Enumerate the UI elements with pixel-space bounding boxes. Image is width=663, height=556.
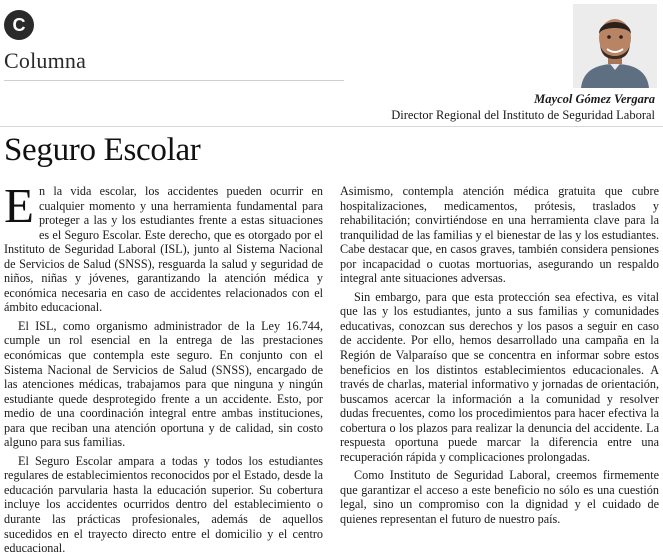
section-label: Columna: [4, 48, 87, 73]
author-avatar: [573, 4, 657, 88]
section-badge: C: [4, 10, 34, 40]
paragraph: Sin embargo, para que esta protección sea efectiva, es vital que las y los estudiantes, junto a sus familias y comunidades educativas, conozcan sus derechos y los pasos a seguir en caso de accidente. Por ello, hemos desarrollado una campaña en la Región de Valparaíso que se concentra en informar sobre estos beneficios en los distintos establecimientos educacionales. A través de charlas, material informativo y jornadas de orientación, buscamos acercar la información a la comunidad y resolver dudas frecuentes, como los procedimientos para hacer efectiva la cobertura o los plazos para realizar la denuncia del accidente. La respuesta oportuna puede marcar la diferencia entre una recuperación rápida y complicaciones prolongadas.: [340, 289, 659, 464]
paragraph: [4, 178, 323, 315]
paragraph: Asimismo, contempla atención médica gratuita que cubre hospitalizaciones, medicamentos, prótesis, traslados y rehabilitación; convirtiéndose en una herramienta clave para la tranquilidad de las familias y el bienestar de las y los estudiantes. Cabe destacar que, en casos graves, también considera pensiones por incapacidad o cuotas mortuorias, asegurando un respaldo integral ante situaciones adversas.: [340, 184, 659, 286]
article-title: Seguro Escolar: [4, 132, 201, 168]
author-name: Maycol Gómez Vergara: [534, 92, 655, 106]
dropcap: E: [4, 178, 34, 233]
paragraph: El Seguro Escolar ampara a todas y todos los estudiantes regulares de establecimientos reconocidos por el Estado, desde la educación parvularia hasta la educación superior. Su cobertura incluye los accidentes ocurridos dentro del establecimiento o durante las prácticas profesionales, además de aquellos sucedidos en el trayecto directo entre el domicilio y el centro educacional.: [4, 453, 323, 556]
author-portrait-icon: [573, 4, 657, 88]
article-column-left: [4, 178, 323, 556]
author-role: Director Regional del Instituto de Seguridad Laboral: [391, 108, 655, 122]
paragraph: Como Instituto de Seguridad Laboral, creemos firmemente que garantizar el acceso a este beneficio no sólo es una cuestión legal, sino un compromiso con la dignidad y el cuidado de quienes representan el futuro de nuestro país.: [340, 468, 659, 527]
paragraph-text: n la vida escolar, los accidentes pueden ocurrir en cualquier momento y una herramienta fundamental para proteger a las y los estudiantes frente a estas situaciones es el Seguro Escolar. Este derecho, que es otorgado por el Instituto de Seguridad Laboral (ISL), junto al Sistema Nacional de Servicios de Salud (SNSS), resguarda la salud y seguridad de niños, niñas y jóvenes, garantizando la atención médica y económica necesaria en caso de accidentes relacionados con el ámbito educacional.: [4, 184, 323, 315]
article-column-right: [340, 184, 659, 527]
author-divider: [0, 126, 663, 127]
paragraph: El ISL, como organismo administrador de la Ley 16.744, cumple un rol esencial en la entrega de las prestaciones económicas que contempla este seguro. En conjunto con el Sistema Nacional de Servicios de Salud (SNSS), encargado de las atenciones médicas, trabajamos para que ninguna y ningún estudiante quede desprotegido frente a un accidente. Esto, por medio de una coordinación integral entre ambas instituciones, para que reciban una atención oportuna y de calidad, sin costo alguno para sus familias.: [4, 318, 323, 450]
header-divider: [4, 80, 344, 81]
